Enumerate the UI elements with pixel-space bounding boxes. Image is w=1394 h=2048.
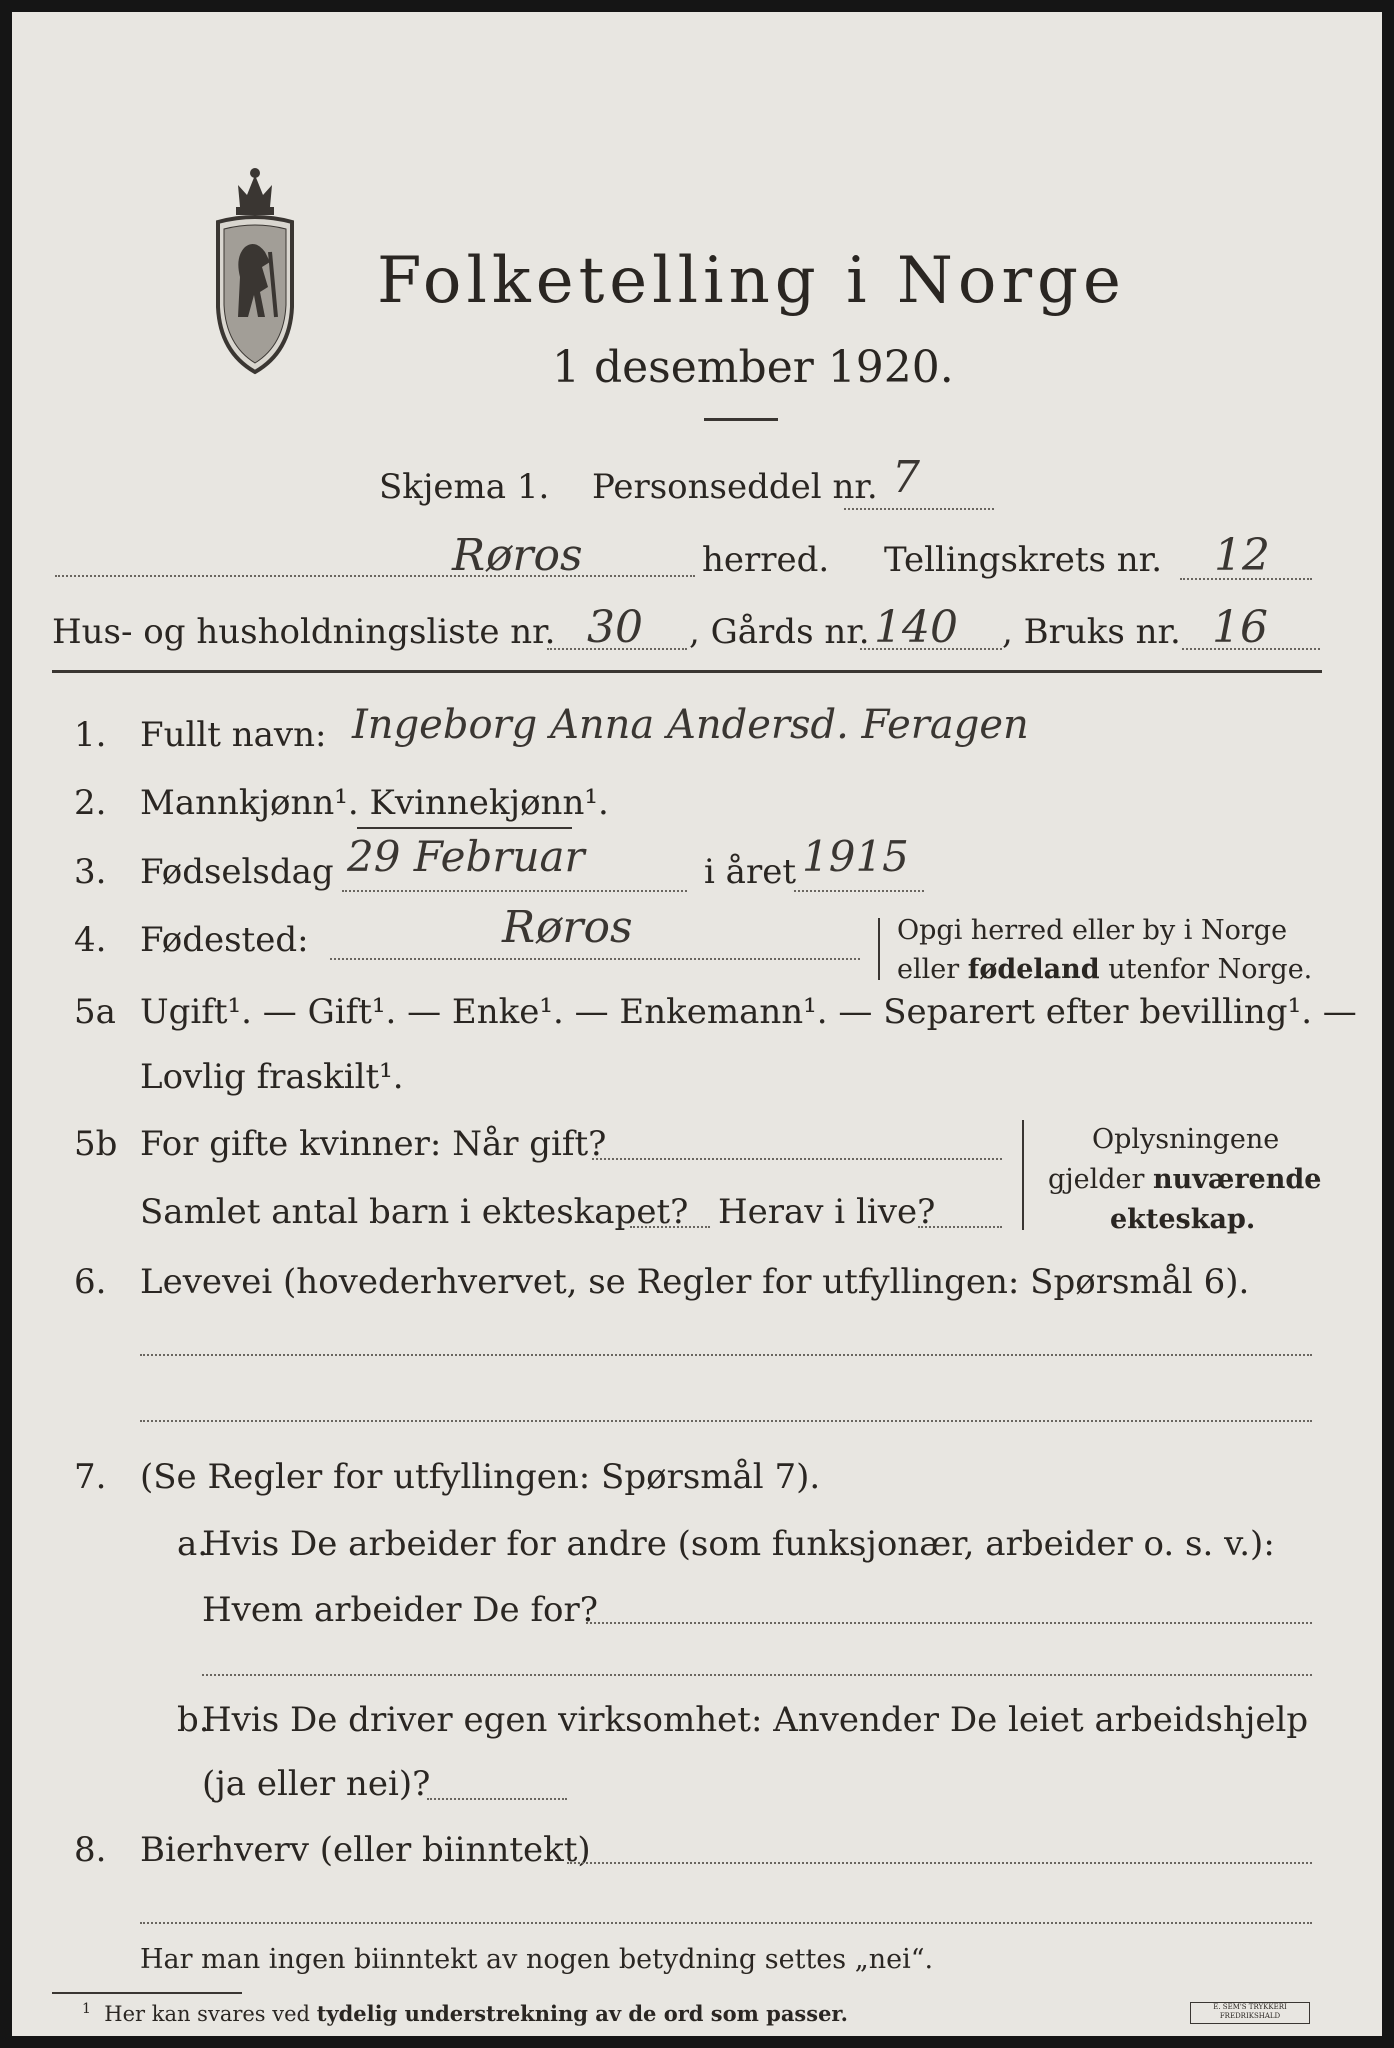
q3-number: 3. xyxy=(74,852,107,892)
herred-value[interactable]: Røros xyxy=(452,530,583,581)
kvinnekjonn-underline xyxy=(357,827,572,829)
personseddel-line xyxy=(844,508,994,510)
marriage-note-1: Oplysningene xyxy=(1092,1124,1280,1155)
q6-number: 6. xyxy=(74,1262,107,1302)
personseddel-value[interactable]: 7 xyxy=(892,452,920,503)
marriage-note-3: ekteskap. xyxy=(1110,1204,1256,1235)
q1-number: 1. xyxy=(74,715,107,755)
q7-number: 7. xyxy=(74,1457,107,1497)
birthplace-line xyxy=(330,958,860,960)
side-income-note: Har man ingen biinntekt av nogen betydning settes „nei“. xyxy=(140,1944,934,1975)
birthplace-note-2: eller fødeland utenfor Norge. xyxy=(897,954,1313,985)
marriage-note-bracket xyxy=(1022,1120,1024,1230)
birthplace-note-bracket xyxy=(878,918,880,980)
side-income-label: Bierhverv (eller biinntekt) xyxy=(140,1830,591,1870)
married-when-line xyxy=(592,1158,1002,1160)
gards-label: , Gårds nr. xyxy=(689,612,870,652)
side-income-line-2 xyxy=(140,1922,1312,1924)
occupation-line-1 xyxy=(140,1354,1312,1356)
hus-value[interactable]: 30 xyxy=(587,602,643,653)
q7a-letter: a. xyxy=(177,1524,209,1564)
title-divider xyxy=(704,418,778,421)
header-divider xyxy=(52,670,1322,673)
employer-line xyxy=(586,1622,1312,1624)
birthplace-value[interactable]: Røros xyxy=(502,902,633,953)
q7b-letter: b. xyxy=(177,1700,210,1740)
married-when-label: For gifte kvinner: Når gift? xyxy=(140,1124,607,1164)
occupation-line-2 xyxy=(140,1420,1312,1422)
tellingskrets-value[interactable]: 12 xyxy=(1214,530,1270,581)
herred-line xyxy=(55,575,695,577)
occupation-label: Levevei (hovederhvervet, se Regler for utfyllingen: Spørsmål 6). xyxy=(140,1262,1250,1302)
q5a-number: 5a xyxy=(74,992,116,1032)
q7-label: (Se Regler for utfyllingen: Spørsmål 7). xyxy=(140,1457,821,1497)
hus-label: Hus- og husholdningsliste nr. xyxy=(52,612,556,652)
q4-number: 4. xyxy=(74,920,107,960)
children-total-line xyxy=(630,1226,710,1228)
footnote-divider xyxy=(52,1992,242,1994)
full-name-value[interactable]: Ingeborg Anna Andersd. Feragen xyxy=(352,702,1029,748)
q8-number: 8. xyxy=(74,1830,107,1870)
personseddel-label: Personseddel nr. xyxy=(592,467,878,507)
birthplace-note-1: Opgi herred eller by i Norge xyxy=(897,915,1288,946)
q7a-line-1: Hvis De arbeider for andre (som funksjonær, arbeider o. s. v.): xyxy=(202,1524,1275,1564)
hired-help-label: (ja eller nei)? xyxy=(202,1764,431,1804)
employer-line-2 xyxy=(202,1674,1312,1676)
employer-label: Hvem arbeider De for? xyxy=(202,1590,598,1630)
census-date: 1 desember 1920. xyxy=(552,342,954,393)
coat-of-arms-icon xyxy=(210,167,300,377)
bruks-value[interactable]: 16 xyxy=(1212,602,1268,653)
marriage-note-2: gjelder nuværende xyxy=(1048,1164,1322,1195)
year-line xyxy=(794,890,924,892)
gender-options[interactable]: Mannkjønn¹. Kvinnekjønn¹. xyxy=(140,783,609,823)
q5b-number: 5b xyxy=(74,1124,118,1164)
birthday-line xyxy=(342,890,687,892)
children-total-label: Samlet antal barn i ekteskapet? xyxy=(140,1192,689,1232)
q2-number: 2. xyxy=(74,783,107,823)
marital-options-cont[interactable]: Lovlig fraskilt¹. xyxy=(140,1057,404,1097)
form-title: Folketelling i Norge xyxy=(377,244,1126,318)
herred-label: herred. xyxy=(702,540,830,580)
q7b-line-1: Hvis De driver egen virksomhet: Anvender De leiet arbeidshjelp xyxy=(202,1700,1309,1740)
gards-value[interactable]: 140 xyxy=(874,602,958,653)
q1-label: Fullt navn: xyxy=(140,715,327,755)
year-label: i året xyxy=(704,852,796,892)
birth-year-value[interactable]: 1915 xyxy=(802,832,909,881)
marital-options[interactable]: Ugift¹. — Gift¹. — Enke¹. — Enkemann¹. — Separert efter bevilling¹. — xyxy=(140,992,1357,1032)
tellingskrets-label: Tellingskrets nr. xyxy=(884,540,1163,580)
printer-stamp: E. SEM'S TRYKKERI FREDRIKSHALD xyxy=(1190,2002,1310,2024)
birthday-value[interactable]: 29 Februar xyxy=(347,832,585,881)
footnote: $^1$ Her kan svares ved tydelig understrekning av de ord som passer. xyxy=(82,2001,848,2026)
skjema-label: Skjema 1. xyxy=(379,467,550,507)
side-income-line xyxy=(567,1862,1312,1864)
birthday-label: Fødselsdag xyxy=(140,852,334,892)
bruks-label: , Bruks nr. xyxy=(1002,612,1181,652)
census-form xyxy=(12,12,1382,2036)
children-alive-line xyxy=(918,1226,1002,1228)
birthplace-label: Fødested: xyxy=(140,920,309,960)
hired-help-line xyxy=(427,1798,567,1800)
children-alive-label: Herav i live? xyxy=(718,1192,936,1232)
